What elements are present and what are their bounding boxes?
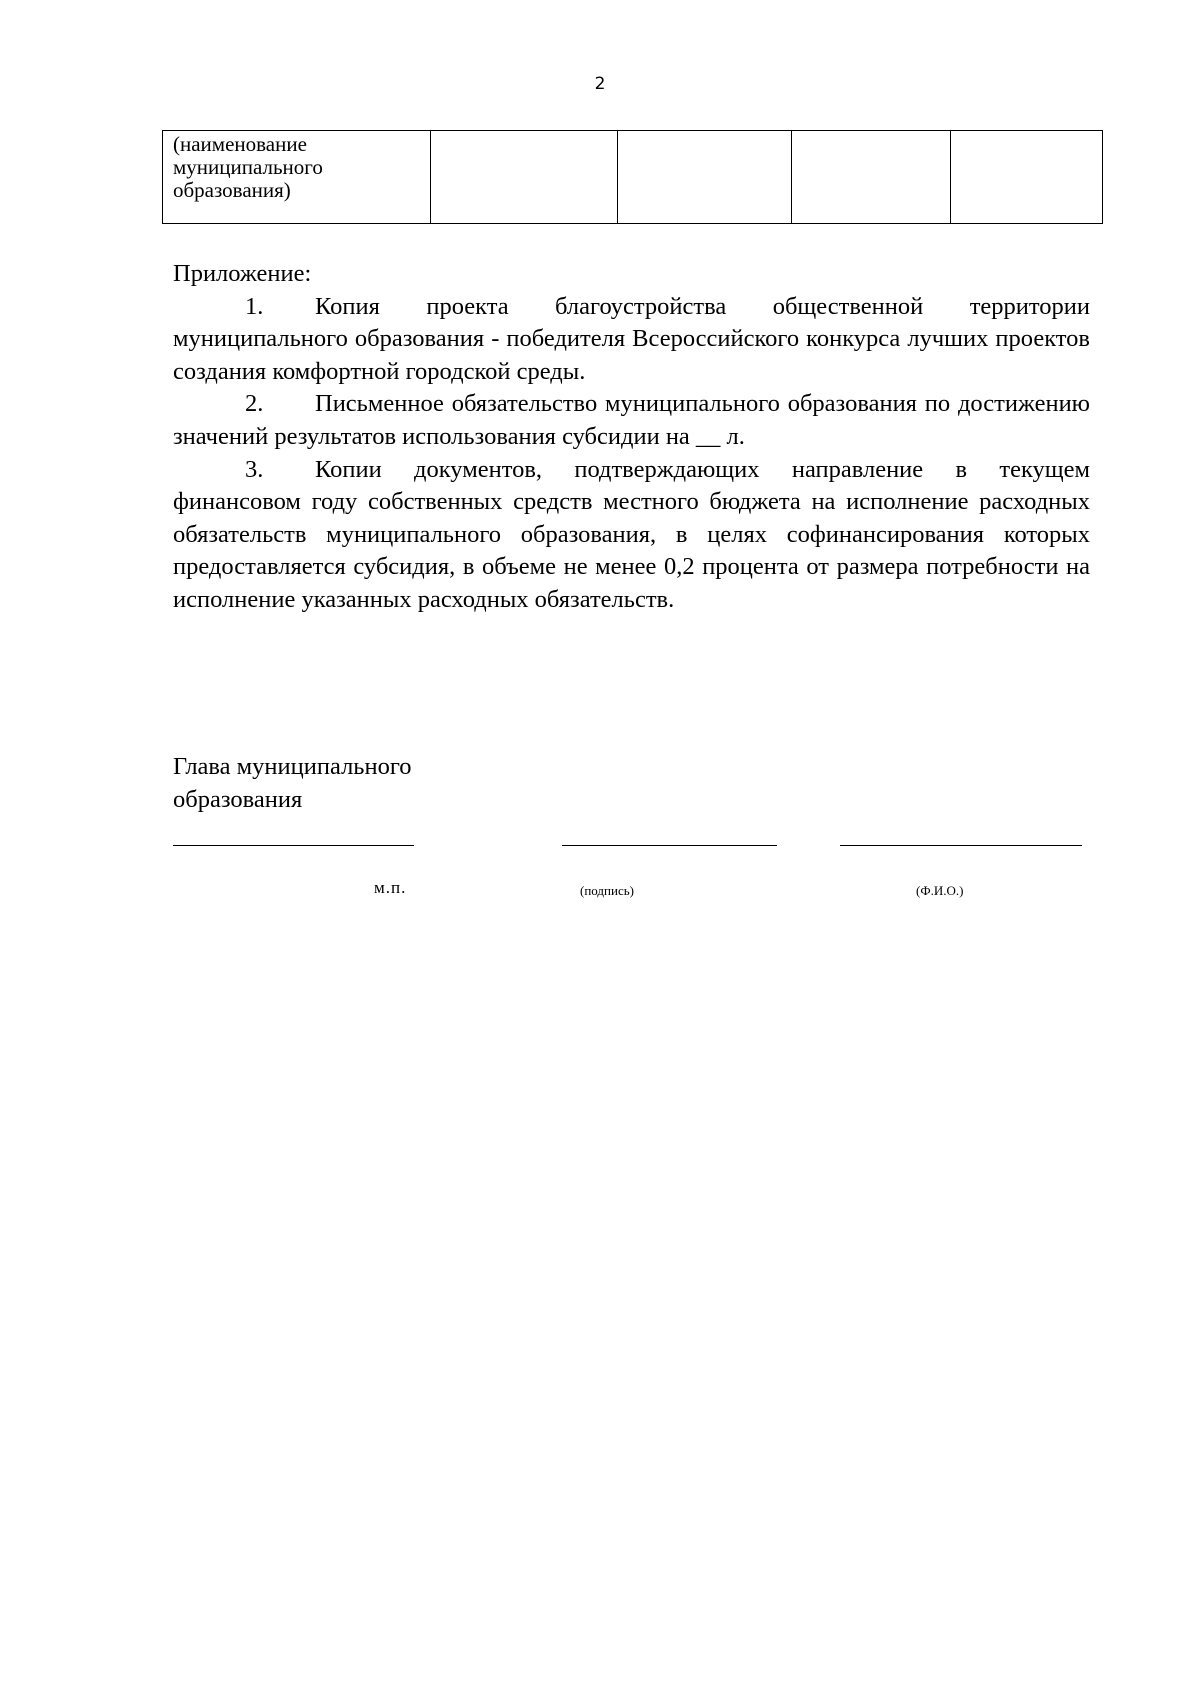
attachment-item-number: 2. bbox=[245, 390, 264, 418]
attachment-item-number: 1. bbox=[245, 292, 264, 320]
attachment-item-number: 3. bbox=[245, 455, 264, 483]
table-cell-empty bbox=[618, 131, 792, 224]
attachment-item bbox=[173, 454, 1090, 617]
attachment-item bbox=[173, 291, 1090, 389]
attachments-section bbox=[173, 258, 1090, 617]
stamp-caption: м.п. bbox=[374, 878, 407, 897]
attachment-item bbox=[173, 388, 1090, 453]
table-cell-empty bbox=[792, 131, 951, 224]
attachment-item-text: Письменное обязательство муниципального образования по достижению значений результатов использования субсидии на __ л. bbox=[173, 390, 1090, 450]
municipality-name-label: (наименование муниципального образования) bbox=[173, 132, 323, 202]
signature-block-title bbox=[173, 751, 412, 816]
table-cell-municipality-name bbox=[163, 131, 431, 224]
attachments-heading: Приложение: bbox=[173, 260, 312, 287]
name-caption: (Ф.И.О.) bbox=[916, 883, 964, 898]
signature-line bbox=[562, 845, 777, 846]
municipality-table bbox=[162, 130, 1103, 224]
signature-caption: (подпись) bbox=[580, 883, 634, 898]
signature-title-line: образования bbox=[173, 785, 303, 813]
stamp-line bbox=[173, 845, 414, 846]
signature-title-line: Глава муниципального bbox=[173, 753, 412, 780]
attachment-item-text: Копии документов, подтверждающих направление в текущем финансовом году собственных средств местного бюджета на исполнение расходных обязательств муниципального образования, в целях софинансирования которых предоставляется субсидия, в объеме не менее 0,2 процента от размера потребности на исполнение указанных расходных обязательств. bbox=[173, 455, 1090, 613]
table-row bbox=[163, 131, 1103, 224]
table-cell-empty bbox=[431, 131, 618, 224]
attachment-item-text: Копия проекта благоустройства общественной территории муниципального образования - победителя Всероссийского конкурса лучших проектов создания комфортной городской среды. bbox=[173, 292, 1090, 385]
name-line bbox=[840, 845, 1082, 846]
page-number: 2 bbox=[594, 74, 606, 94]
table-cell-empty bbox=[951, 131, 1103, 224]
